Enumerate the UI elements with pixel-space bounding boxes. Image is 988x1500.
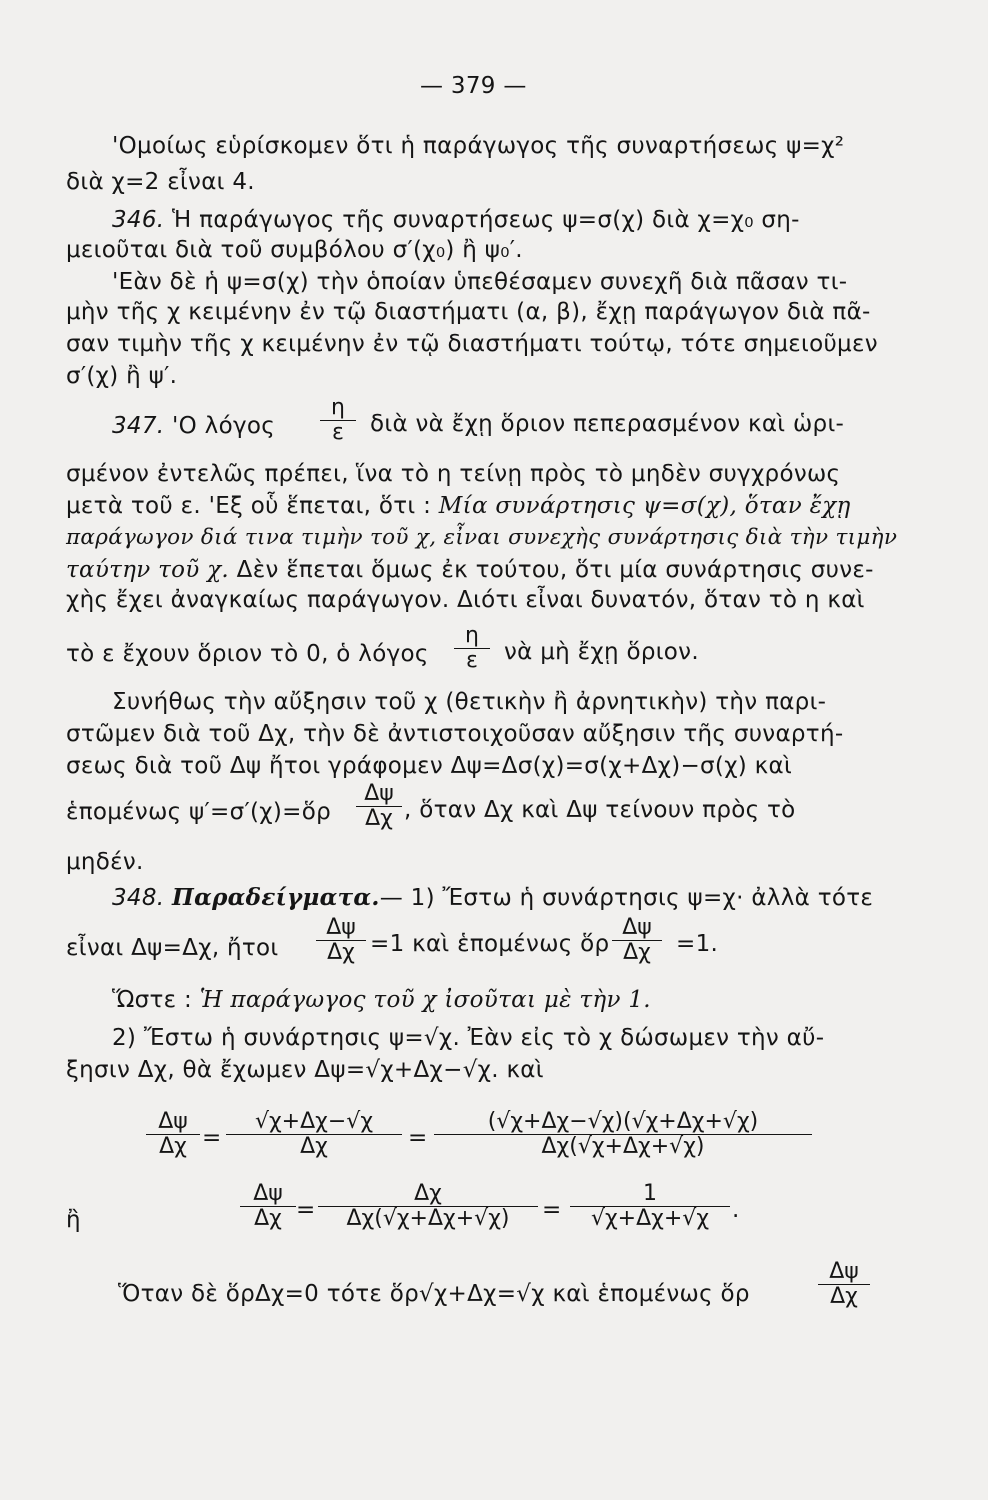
- text-line: τὸ ε ἔχουν ὅριον τὸ 0, ὁ λόγος: [66, 641, 429, 667]
- fraction-dpsi-dchi: [356, 782, 402, 831]
- text-span: μετὰ τοῦ ε. 'Εξ οὗ ἕπεται, ὅτι :: [66, 493, 432, 519]
- period: .: [732, 1197, 740, 1223]
- fraction-dpsi-dchi: [240, 1182, 296, 1231]
- equals-sign: =: [542, 1197, 562, 1223]
- denominator: Δχ(√χ+Δχ+√χ): [541, 1134, 705, 1159]
- section-title: Παραδείγματα.: [172, 884, 380, 911]
- text-line: 2) Ἔστω ἡ συνάρτησις ψ=√χ. Ἐὰν εἰς τὸ χ δώσωμεν τὴν αὔ-: [112, 1025, 825, 1051]
- text-line: =1 καὶ ἑπομένως ὅρ: [370, 931, 610, 957]
- text-line: μὴν τῆς χ κειμένην ἐν τῷ διαστήματι (α, β), ἔχῃ παράγωγον διὰ πᾶ-: [66, 299, 871, 325]
- text-line: σ′(χ) ἢ ψ′.: [66, 363, 178, 389]
- fraction-dpsi-dchi: [612, 916, 662, 965]
- fraction-eta-epsilon: [454, 624, 490, 673]
- section-346: [112, 206, 800, 234]
- denominator: Δχ: [830, 1284, 858, 1309]
- text-line: , ὅταν Δχ καὶ Δψ τείνουν πρὸς τὸ: [404, 797, 796, 823]
- text-line: ἑπομένως ψ′=σ′(χ)=ὅρ: [66, 799, 331, 825]
- section-number: 346.: [112, 207, 165, 233]
- denominator: √χ+Δχ+√χ: [590, 1206, 710, 1231]
- denominator: ε: [332, 420, 344, 445]
- numerator: (√χ+Δχ−√χ)(√χ+Δχ+√χ): [434, 1110, 812, 1135]
- numerator: Δψ: [356, 782, 402, 807]
- numerator: Δχ: [318, 1182, 538, 1207]
- text-span: Ὥστε :: [112, 987, 193, 1013]
- text-span: — 1) Ἔστω ἡ συνάρτησις ψ=χ· ἀλλὰ τότε: [379, 885, 874, 911]
- numerator: Δψ: [146, 1110, 200, 1135]
- text-line: νὰ μὴ ἔχῃ ὅριον.: [504, 639, 699, 665]
- text-line: [66, 556, 874, 584]
- text-line: 'Ο λόγος: [172, 413, 276, 439]
- numerator: 1: [570, 1182, 730, 1207]
- text-line: σαν τιμὴν τῆς χ κειμένην ἐν τῷ διαστήματι τούτῳ, τότε σημειοῦμεν: [66, 331, 878, 357]
- numerator: Δψ: [612, 916, 662, 941]
- text-line: [66, 492, 851, 520]
- denominator: Δχ: [254, 1206, 282, 1231]
- numerator: η: [454, 624, 490, 649]
- text-span: Δὲν ἕπεται ὅμως ἐκ τούτου, ὅτι μία συνάρτησις συνε-: [236, 557, 874, 583]
- numerator: Δψ: [240, 1182, 296, 1207]
- denominator: Δχ: [365, 806, 393, 831]
- section-number: 347.: [112, 413, 165, 439]
- text-line: ἢ: [66, 1207, 81, 1233]
- denominator: Δχ(√χ+Δχ+√χ): [346, 1206, 510, 1231]
- text-line: Ὅταν δὲ ὅρΔχ=0 τότε ὅρ√χ+Δχ=√χ καὶ ἑπομένως ὅρ: [118, 1281, 750, 1307]
- fraction-dpsi-dchi: [316, 916, 366, 965]
- text-line: σμένον ἐντελῶς πρέπει, ἵνα τὸ η τείνῃ πρὸς τὸ μηδὲν συγχρόνως: [66, 461, 841, 487]
- denominator: Δχ: [300, 1134, 328, 1159]
- theorem-text: παράγωγον διά τινα τιμὴν τοῦ χ, εἶναι συνεχὴς συνάρτησις διὰ τὴν τιμὴν: [66, 525, 898, 550]
- theorem-text: Μία συνάρτησις ψ=σ(χ), ὅταν ἔχῃ: [438, 493, 851, 519]
- text-line: διὰ νὰ ἔχῃ ὅριον πεπερασμένον καὶ ὡρι-: [370, 411, 845, 437]
- fraction-eq2-right: [570, 1182, 730, 1231]
- text-line: στῶμεν διὰ τοῦ Δχ, τὴν δὲ ἀντιστοιχοῦσαν αὔξησιν τῆς συναρτή-: [66, 721, 844, 747]
- fraction-dpsi-dchi: [818, 1260, 870, 1309]
- text-line: [112, 986, 651, 1014]
- equals-sign: =: [408, 1125, 428, 1151]
- fraction-eq1-right: [434, 1110, 812, 1159]
- fraction-eq2-middle: [318, 1182, 538, 1231]
- numerator: η: [320, 396, 356, 421]
- numerator: Δψ: [818, 1260, 870, 1285]
- fraction-eq1-middle: [226, 1110, 402, 1159]
- fraction-dpsi-dchi: [146, 1110, 200, 1159]
- text-line: Συνήθως τὴν αὔξησιν τοῦ χ (θετικὴν ἢ ἀρνητικὴν) τὴν παρι-: [112, 689, 827, 715]
- section-347: [112, 412, 275, 440]
- theorem-text: ταύτην τοῦ χ.: [66, 557, 230, 583]
- section-number: 348.: [112, 885, 165, 911]
- text-line: μειοῦται διὰ τοῦ συμβόλου σ′(χ₀) ἢ ψ₀′.: [66, 237, 523, 263]
- section-348: [112, 884, 873, 912]
- text-line: εἶναι Δψ=Δχ, ἤτοι: [66, 935, 279, 961]
- theorem-text: Ἡ παράγωγος τοῦ χ ἰσοῦται μὲ τὴν 1.: [199, 987, 651, 1013]
- text-line: διὰ χ=2 εἶναι 4.: [66, 169, 255, 195]
- denominator: Δχ: [623, 940, 651, 965]
- numerator: √χ+Δχ−√χ: [226, 1110, 402, 1135]
- page-number: — 379 —: [420, 73, 527, 99]
- text-line: μηδέν.: [66, 849, 144, 875]
- text-line: ξησιν Δχ, θὰ ἔχωμεν Δψ=√χ+Δχ−√χ. καὶ: [66, 1057, 544, 1083]
- denominator: Δχ: [159, 1134, 187, 1159]
- text-line: σεως διὰ τοῦ Δψ ἤτοι γράφομεν Δψ=Δσ(χ)=σ(χ+Δχ)−σ(χ) καὶ: [66, 753, 793, 779]
- text-line: =1.: [676, 931, 719, 957]
- text-line: χὴς ἔχει ἀναγκαίως παράγωγον. Διότι εἶναι δυνατόν, ὅταν τὸ η καὶ: [66, 587, 865, 613]
- equals-sign: =: [296, 1197, 316, 1223]
- fraction-eta-epsilon: [320, 396, 356, 445]
- text-line: 'Εὰν δὲ ἡ ψ=σ(χ) τὴν ὁποίαν ὑπεθέσαμεν συνεχῆ διὰ πᾶσαν τι-: [112, 269, 848, 295]
- text-line: Ἡ παράγωγος τῆς συναρτήσεως ψ=σ(χ) διὰ χ=χ₀ ση-: [172, 207, 800, 233]
- denominator: Δχ: [327, 940, 355, 965]
- equals-sign: =: [202, 1125, 222, 1151]
- text-line: 'Ομοίως εὑρίσκομεν ὅτι ἡ παράγωγος τῆς συναρτήσεως ψ=χ²: [112, 133, 845, 159]
- denominator: ε: [466, 648, 478, 673]
- numerator: Δψ: [316, 916, 366, 941]
